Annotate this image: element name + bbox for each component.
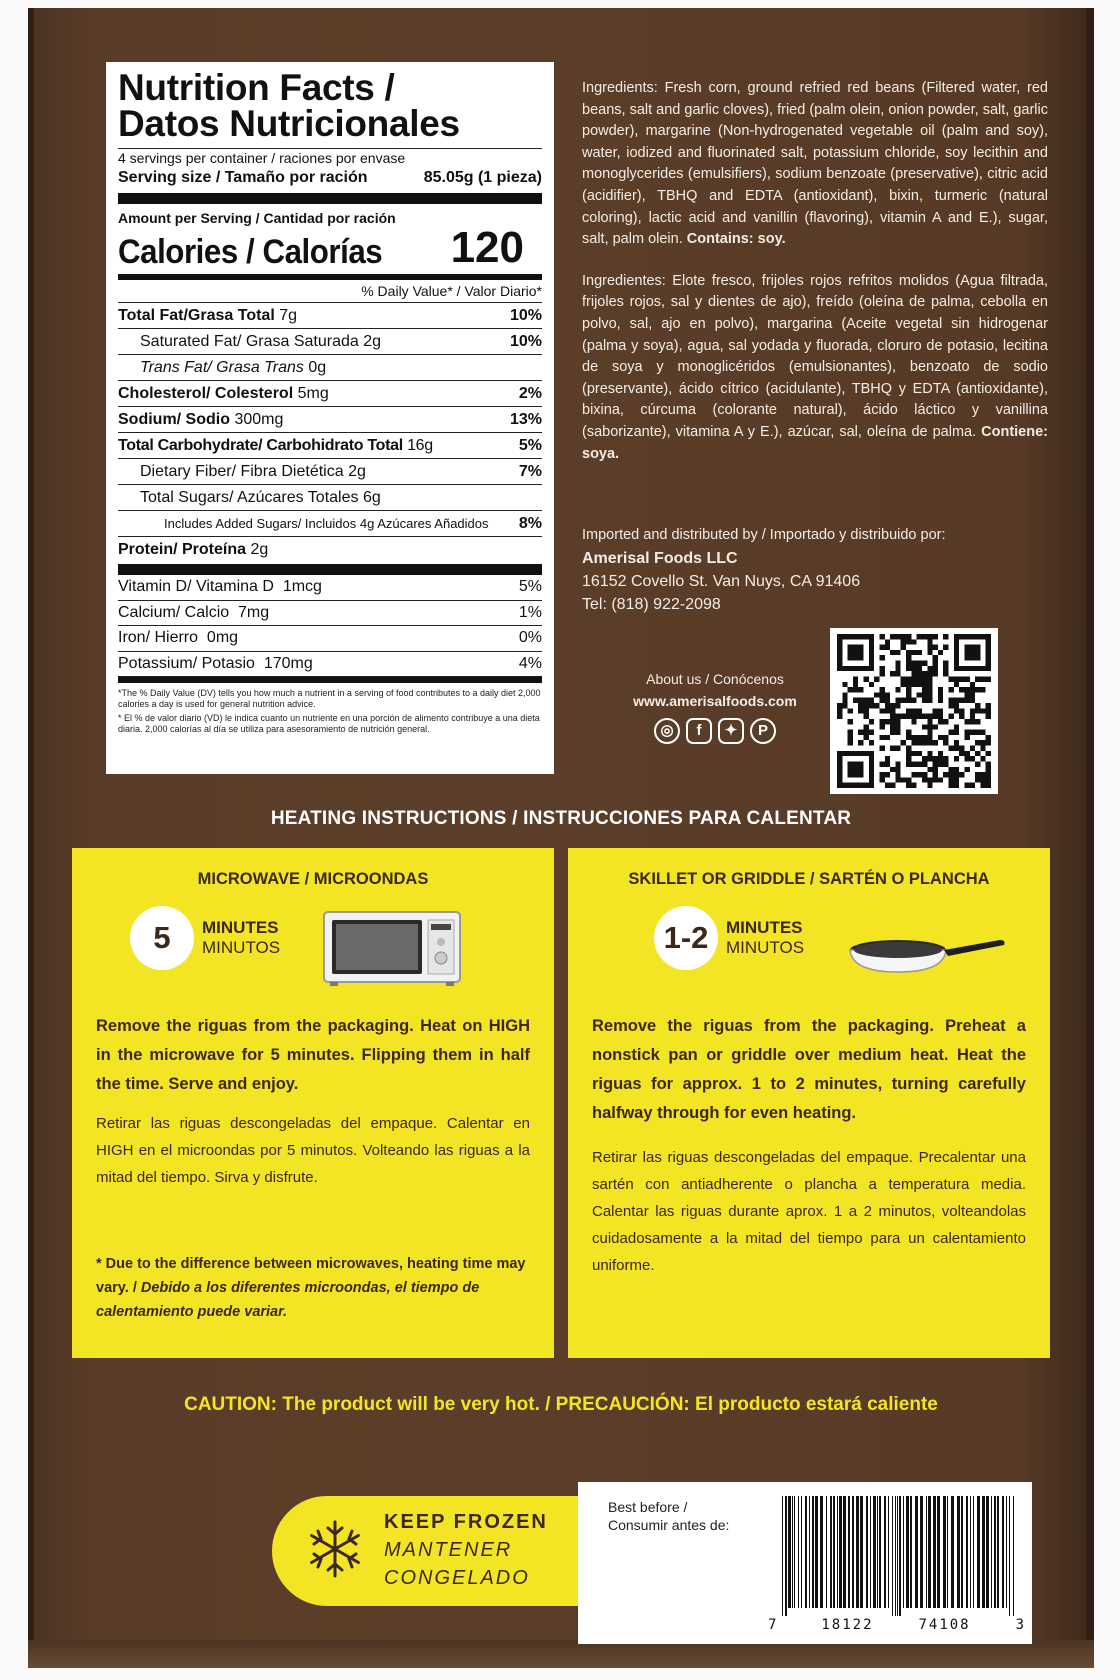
skillet-icon [848,932,1008,980]
pinterest-icon[interactable]: P [750,718,776,744]
microwave-instructions-en: Remove the riguas from the packaging. Heat on HIGH in the microwave for 5 minutes. Flipping them in half the time. Serve and enjoy. [96,1017,530,1093]
thick-divider [118,193,542,204]
about-block [610,668,820,744]
vitamin-row-iron: Iron/ Hierro 0mg 0% [118,626,542,652]
snowflake-icon [304,1518,366,1580]
footnote-en: *The % Daily Value (DV) tells you how much a nutrient in a serving of food contributes to a daily diet 2,000 calories a day is used for general nutrition advice. [118,688,541,709]
minutes-en: MINUTES [726,918,803,937]
nutrient-row-saturated-fat: Saturated Fat/ Grasa Saturada 2g 10% [118,329,542,355]
vitamin-row-calcium: Calcium/ Calcio 7mg 1% [118,601,542,627]
servings-per-container: 4 servings per container / raciones por envase [118,150,406,166]
daily-value-header: % Daily Value* / Valor Diario* [118,280,542,303]
company-phone: Tel: (818) 922-2098 [582,596,721,613]
nutrient-row-carbohydrate: Total Carbohydrate/ Carbohidrato Total 16g 5% [118,433,542,459]
mid-divider [118,677,542,683]
minutes-es: MINUTOS [726,938,805,957]
twitter-icon[interactable]: ✦ [718,718,744,744]
ingredients-en: Ingredients: Fresh corn, ground refried red beans (Filtered water, red beans, salt and garlic cloves), fried (palm olein, onion powder, salt, garlic powder), margarine (Non-hydrogenated vegetable oil (palm and soy), water, iodized and fluorinated salt, potassium chloride, soy lecithin and monoglycerides (emulsifiers), sodium benzoate (preservative), citric acid (acidifier), TBHQ and EDTA (antioxidant), bixin, turmeric (natural coloring), lactic acid and vanillin (flavoring), vitamin A and E.), sugar, salt, palm olein. Contains: soy. [582,80,1048,248]
vitamin-row-potassium: Potassium/ Potasio 170mg 4% [118,652,542,678]
serving-size-row [118,167,542,189]
barcode-bars [776,1496,1020,1616]
package-bottom-edge [28,1640,1094,1668]
importer-block [582,524,946,616]
skillet-timer [654,906,804,970]
instagram-icon[interactable]: ◎ [654,718,680,744]
website-link[interactable]: www.amerisalfoods.com [633,693,797,709]
skillet-time: 1-2 [654,906,718,970]
nutrient-row-sugars: Total Sugars/ Azúcares Totales 6g [118,485,542,511]
microwave-title: MICROWAVE / MICROONDAS [197,870,429,888]
serving-size-label: Serving size / Tamaño por ración [118,169,368,186]
caution-text: CAUTION: The product will be very hot. / PRECAUCIÓN: El producto estará caliente [184,1394,938,1415]
skillet-instructions-en: Remove the riguas from the packaging. Preheat a nonstick pan or griddle over medium heat. Heat the riguas for approx. 1 to 2 minutes, turning carefully halfway through for even heating. [592,1017,1026,1122]
importer-label: Imported and distributed by / Importado y distribuido por: [582,527,946,543]
keep-frozen-es-1: MANTENER [384,1539,513,1561]
vitamin-row-d: Vitamin D/ Vitamina D 1mcg 5% [118,575,542,601]
nutrition-facts-panel [106,62,554,774]
microwave-instructions-es: Retirar las riguas descongeladas del empaque. Calentar en HIGH en el microondas por 5 minutos. Volteando las riguas a la mitad del tiempo. Sirva y disfrute. [96,1115,530,1186]
ingredients-es: Ingredientes: Elote fresco, frijoles rojos refritos molidos (Agua filtrada, frijoles rojos, sal y dientes de ajo), freído (oleína de palma, cebolla en polvo, sal, ajo en polvo), margarina (Aceite vegetal sin hidrogenar (palma y soya), agua, sal yodada y fluorada, cloruro de potasio, lecitina de soya y monoglicéridos (emulsionantes), benzoato de sodio (preservante), ácido cítrico (acidulante), TBHQ y EDTA (antioxidante), bixina, cúrcuma (colorante natural), ácido láctico y vanillina (saborizante), vitamina A y E.), azúcar, sal, oleína de palma. Contiene: soya. [582,272,1048,462]
nutrient-row-sodium: Sodium/ Sodio 300mg 13% [118,407,542,433]
microwave-note: * Due to the difference between microwaves, heating time may vary. / Debido a los diferentes microondas, el tiempo de calentamiento puede variar. [96,1256,526,1320]
calories-label: Calories / Calorías [118,233,383,271]
nutrient-row-cholesterol: Cholesterol/ Colesterol 5mg 2% [118,381,542,407]
skillet-instructions-es: Retirar las riguas descongeladas del empaque. Precalentar una sartén con antiadherente o plancha a temperatura media. Calentar las riguas durante aprox. 1 a 2 minutos, volteandolas cuidadosamente a la mitad del tiempo para un calentamiento uniforme. [592,1149,1026,1274]
footnote-es: * El % de valor diario (VD) le indica cuanto un nutriente en una porción de alimento contribuye a una dieta diaria. 2,000 calorías al día se utiliza para asesoramiento de nutrición general. [118,713,540,734]
skillet-title: SKILLET OR GRIDDLE / SARTÉN O PLANCHA [628,870,990,888]
heating-title: HEATING INSTRUCTIONS / INSTRUCCIONES PARA CALENTAR [270,808,852,829]
nutrient-row-added-sugars: Includes Added Sugars/ Incluidos 4g Azúcares Añadidos 8% [118,511,542,537]
thick-divider [118,564,542,575]
qr-code-graphic [836,634,992,788]
microwave-panel [72,848,554,1358]
about-label: About us / Conócenos [646,671,784,687]
company-address: 16152 Covello St. Van Nuys, CA 91406 [582,573,861,590]
barcode [776,1496,1020,1616]
microwave-time: 5 [130,906,194,970]
best-before-es: Consumir antes de: [608,1517,730,1533]
serving-size-value: 85.05g (1 pieza) [423,169,542,186]
microwave-icon [322,910,462,988]
qr-code[interactable] [830,628,998,794]
minutes-es: MINUTOS [202,938,281,957]
facebook-icon[interactable]: f [686,718,712,744]
company-name: Amerisal Foods LLC [582,550,738,567]
keep-frozen-badge [272,1496,612,1606]
barcode-number: 7 18122 74108 3 [768,1617,1024,1633]
microwave-timer [130,906,280,970]
social-icons [610,718,820,744]
nutrient-row-trans-fat: Trans Fat/ Grasa Trans 0g [118,355,542,381]
nutrition-title-en: Nutrition Facts / [118,67,395,108]
nutrient-row-fiber: Dietary Fiber/ Fibra Dietética 2g 7% [118,459,542,485]
nutrient-row-total-fat: Total Fat/Grasa Total 7g 10% [118,303,542,329]
calories-value: 120 [450,223,524,272]
keep-frozen-en: KEEP FROZEN [384,1511,548,1533]
nutrient-row-protein: Protein/ Proteína 2g [118,541,269,558]
ingredients-block [582,78,1048,485]
minutes-en: MINUTES [202,918,279,937]
best-before-label [578,1482,1032,1644]
best-before-en: Best before / [608,1499,688,1515]
keep-frozen-es-2: CONGELADO [384,1567,530,1589]
calories-row [118,223,542,272]
skillet-panel [568,848,1050,1358]
nutrition-title-es: Datos Nutricionales [118,103,460,144]
amount-per-serving: Amount per Serving / Cantidad por ración [118,210,396,226]
